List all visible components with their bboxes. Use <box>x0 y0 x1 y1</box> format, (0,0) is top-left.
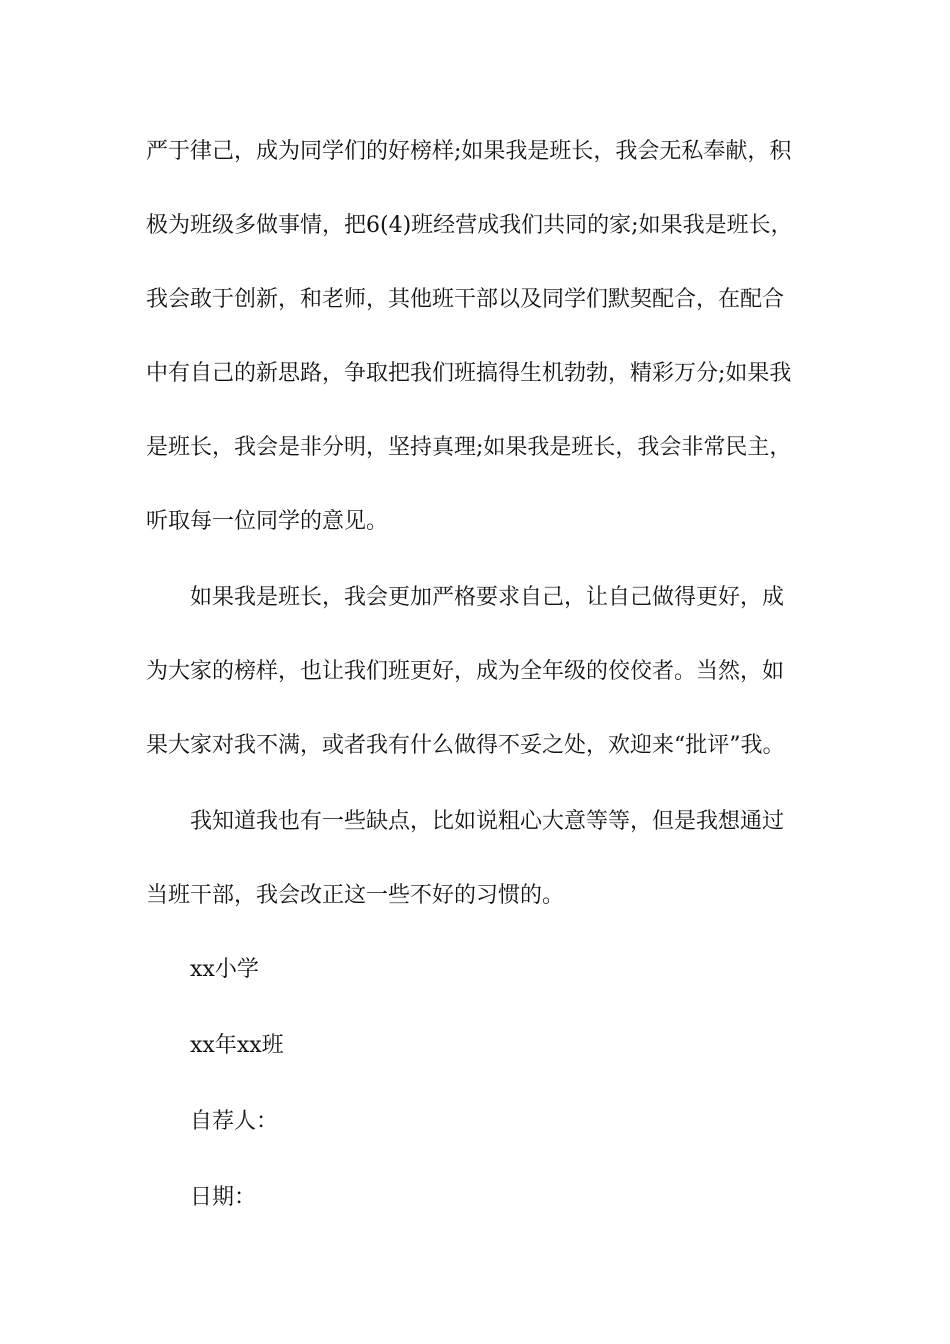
text-line: 为大家的榜样，也让我们班更好，成为全年级的佼佼者。当然，如 <box>146 659 785 684</box>
text-line: 中有自己的新思路，争取把我们班搞得生机勃勃，精彩万分;如果我 <box>146 361 792 386</box>
text-line: 果大家对我不满，或者我有什么做得不妥之处，欢迎来“批评”我。 <box>146 733 785 758</box>
class-name: xx年xx班 <box>190 1033 284 1058</box>
school-name: xx小学 <box>190 957 259 982</box>
text-line: 我会敢于创新，和老师，其他班干部以及同学们默契配合，在配合 <box>146 287 785 312</box>
date-label: 日期： <box>190 1185 257 1210</box>
text-line: 严于律己，成为同学们的好榜样;如果我是班长，我会无私奉献，积 <box>146 139 792 164</box>
text-line: 我知道我也有一些缺点，比如说粗心大意等等，但是我想通过 <box>190 809 785 834</box>
text-line: 是班长，我会是非分明，坚持真理;如果我是班长，我会非常民主， <box>146 435 792 460</box>
recommender-label: 自荐人： <box>190 1109 279 1134</box>
text-line: 如果我是班长，我会更加严格要求自己，让自己做得更好，成 <box>190 585 785 610</box>
text-line: 听取每一位同学的意见。 <box>146 509 389 534</box>
text-line: 极为班级多做事情，把6(4)班经营成我们共同的家;如果我是班长， <box>146 213 793 238</box>
text-line: 当班干部，我会改正这一些不好的习惯的。 <box>146 883 565 908</box>
